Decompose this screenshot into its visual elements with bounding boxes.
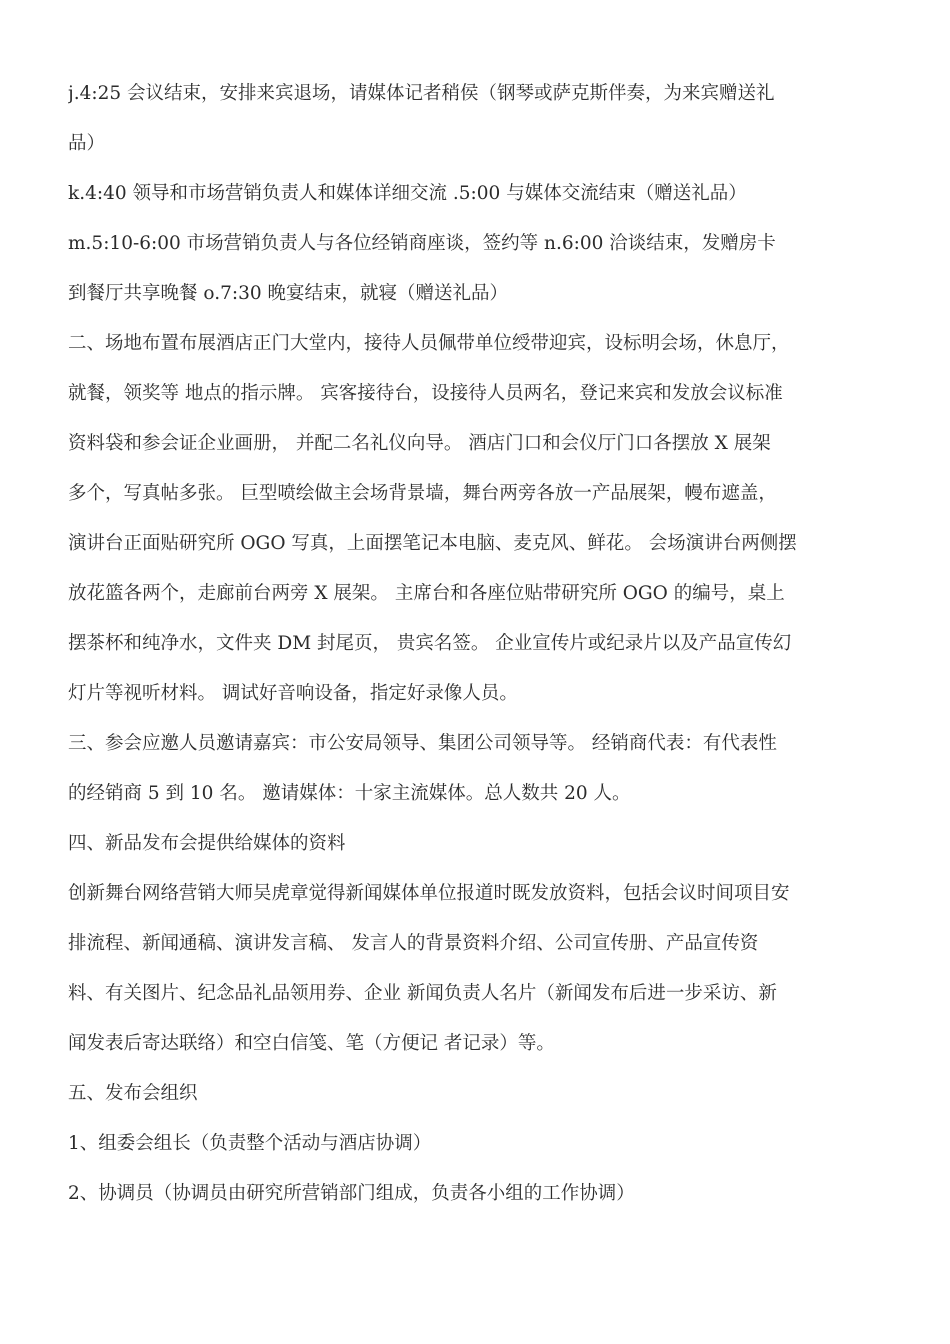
text-line-5: 到餐厅共享晚餐 o.7:30 晚宴结束，就寝（赠送礼品） — [68, 283, 509, 304]
text-line-8: 资料袋和参会证企业画册， 并配二名礼仪向导。 酒店门口和会仪厅门口各摆放 X 展架 — [68, 433, 771, 454]
text-line-3: k.4:40 领导和市场营销负责人和媒体详细交流 .5:00 与媒体交流结束（赠送礼品） — [68, 183, 747, 204]
list-item-1: 1、组委会组长（负责整个活动与酒店协调） — [68, 1133, 432, 1154]
section-heading-attendees: 三、参会应邀人员邀请嘉宾：市公安局领导、集团公司领导等。 经销商代表：有代表性 — [68, 733, 777, 754]
document-body — [68, 76, 883, 1226]
text-line-19: 料、有关图片、纪念品礼品领用券、企业 新闻负责人名片（新闻发布后进一步采访、新 — [68, 983, 777, 1004]
section-heading-organization: 五、发布会组织 — [68, 1083, 198, 1104]
text-line-18: 排流程、新闻通稿、演讲发言稿、 发言人的背景资料介绍、公司宣传册、产品宣传资 — [68, 933, 759, 954]
text-line-12: 摆茶杯和纯净水，文件夹 DM 封尾页， 贵宾名签。 企业宣传片或纪录片以及产品宣传幻 — [68, 633, 792, 654]
text-line-10: 演讲台正面贴研究所 OGO 写真，上面摆笔记本电脑、麦克风、鲜花。 会场演讲台两侧摆 — [68, 533, 797, 554]
text-line-1: j.4:25 会议结束，安排来宾退场，请媒体记者稍侯（钢琴或萨克斯伴奏，为来宾赠送礼 — [68, 83, 775, 104]
text-line-20: 闻发表后寄达联络）和空白信笺、笔（方便记 者记录）等。 — [68, 1033, 555, 1054]
text-line-2: 品） — [68, 133, 106, 154]
text-line-4: m.5:10-6:00 市场营销负责人与各位经销商座谈，签约等 n.6:00 洽谈结束，发赠房卡 — [68, 233, 776, 254]
text-line-15: 的经销商 5 到 10 名。 邀请媒体：十家主流媒体。总人数共 20 人。 — [68, 783, 631, 804]
section-heading-venue: 二、场地布置布展酒店正门大堂内，接待人员佩带单位绶带迎宾，设标明会场，休息厅， — [68, 333, 790, 354]
text-line-7: 就餐，领奖等 地点的指示牌。 宾客接待台，设接待人员两名，登记来宾和发放会议标准 — [68, 383, 783, 404]
text-line-11: 放花篮各两个，走廊前台两旁 X 展架。 主席台和各座位贴带研究所 OGO 的编号，桌上 — [68, 583, 785, 604]
text-line-17: 创新舞台网络营销大师吴虎章觉得新闻媒体单位报道时既发放资料，包括会议时间项目安 — [68, 883, 790, 904]
section-heading-media-materials: 四、新品发布会提供给媒体的资料 — [68, 833, 346, 854]
list-item-2: 2、协调员（协调员由研究所营销部门组成，负责各小组的工作协调） — [68, 1183, 635, 1204]
text-line-9: 多个，写真帖多张。 巨型喷绘做主会场背景墙，舞台两旁各放一产品展架，幔布遮盖， — [68, 483, 777, 504]
text-line-13: 灯片等视听材料。 调试好音响设备，指定好录像人员。 — [68, 683, 518, 704]
